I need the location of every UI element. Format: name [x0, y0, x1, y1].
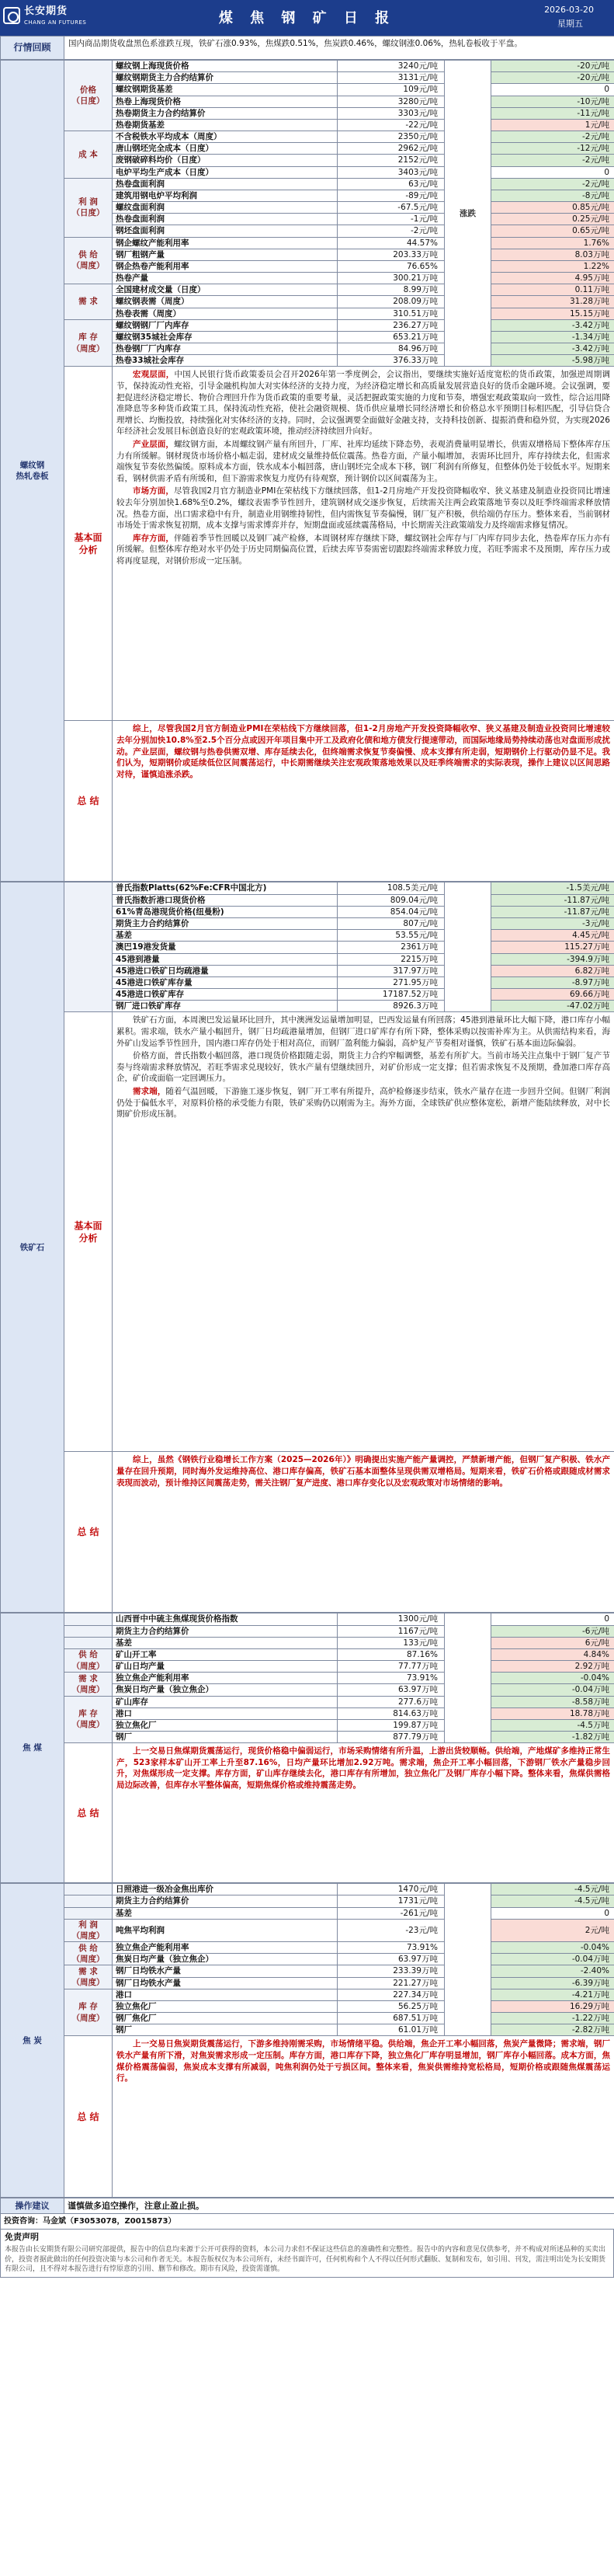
fundamentals-paragraph [116, 1015, 610, 1049]
indicator-change: 0 [491, 166, 614, 178]
report-date: 2026-03-20 [544, 5, 594, 15]
coke-table [0, 1883, 614, 2198]
indicator-name: 热卷盘面利润 [113, 178, 338, 190]
review-table [0, 36, 614, 60]
indicator-change: 6.82万吨 [491, 965, 614, 976]
indicator-change: 115.27万吨 [491, 942, 614, 953]
paragraph-body: 中国人民银行货币政策委员会召开2026年第一季度例会，会议指出，要继续实施好适度宽松的货币政策，加强逆周期调节，保持流动性充裕，引导金融机构加大对实体经济的支持力度，为经济稳定增长和高质量发展营造良好的货币金融环境。会议强调，要把促进经济稳定增长、物价合理回升作为货币政策的重要考量，灵活把握政策实施的力度和节奏，增强宏观政策取向一致性，综合运用降准降息等多种货币政策工具，保持流动性充裕，使社会融资规模、货币供应量增长同经济增长和价格总水平预期目标相匹配，引导信贷合理增长、均衡投放，持续强化对实体经济的支持。同时，会议强调要全面做好金融支持，支持科技创新、提振消费和稳外贸，为实现2026年经济社会发展目标创造良好的宏观政策环境，推动经济持续回升向好。 [116, 370, 610, 437]
indicator-value: 809.04元/吨 [338, 894, 445, 906]
indicator-value: 3403元/吨 [338, 166, 445, 178]
indicator-change: 0.85元/吨 [491, 202, 614, 214]
indicator-name: 废钢破碎料均价（日度） [113, 155, 338, 166]
indicator-value: 236.27万吨 [338, 319, 445, 331]
coking-category: 需 求 （周度） [64, 1673, 113, 1696]
indicator-name: 基差 [113, 1907, 338, 1919]
paragraph-body: 随着气温回暖，下游施工逐步恢复，钢厂开工率有所提升，高炉检修逐步结束，铁水产量存在进一步回升空间。但钢厂利润仍处于偏低水平，对原料价格的承受能力有限，铁矿采购仍以刚需为主。海外方面，全球铁矿供应整体宽松，新增产能陆续释放，对中长期矿价形成压制。 [116, 1086, 610, 1119]
paragraph-lead: 库存方面， [133, 533, 175, 543]
footer-table [0, 2198, 614, 2230]
indicator-name: 螺纹钢表需（周度） [113, 296, 338, 308]
coke-row [1, 1989, 614, 2000]
indicator-value: -23元/吨 [338, 1919, 445, 1941]
indicator-value: 87.16% [338, 1648, 445, 1660]
iron-row [1, 882, 614, 894]
indicator-value: 376.33万吨 [338, 355, 445, 367]
indicator-name: 矿山库存 [113, 1696, 338, 1707]
indicator-value: 1470元/吨 [338, 1884, 445, 1895]
indicator-name: 热卷期货基差 [113, 119, 338, 131]
coking-row [1, 1637, 614, 1648]
indicator-name: 吨焦平均利润 [113, 1919, 338, 1941]
indicator-name: 钢厂 [113, 2024, 338, 2036]
report-body [0, 36, 614, 2230]
review-label: 行情回顾 [1, 37, 64, 60]
indicator-value: 56.25万吨 [338, 2000, 445, 2012]
indicator-change: -1.82万吨 [491, 1732, 614, 1743]
indicator-value: 44.57% [338, 237, 445, 249]
rebar-category: 成 本 [64, 131, 113, 179]
indicator-value: 814.63万吨 [338, 1707, 445, 1719]
indicator-name: 澳巴19港发货量 [113, 942, 338, 953]
advice-text: 谨慎做多追空操作，注意止盈止损。 [64, 2198, 614, 2214]
indicator-change: 6元/吨 [491, 1637, 614, 1648]
indicator-change: -20元/吨 [491, 61, 614, 72]
indicator-value: 2215万吨 [338, 953, 445, 965]
indicator-name: 45港到港量 [113, 953, 338, 965]
indicator-value: 2962元/吨 [338, 143, 445, 155]
indicator-change: 4.84% [491, 1648, 614, 1660]
paragraph-lead: 市场方面， [133, 486, 175, 496]
coking-category: 供 给 （周度） [64, 1648, 113, 1672]
indicator-value: 3131元/吨 [338, 72, 445, 84]
indicator-value: 1167元/吨 [338, 1625, 445, 1637]
indicator-name: 电炉平均生产成本（日度） [113, 166, 338, 178]
coking-category: 库 存 （周度） [64, 1696, 113, 1743]
coking-table [0, 1613, 614, 1883]
logo-cn: 长安期货 [24, 5, 68, 17]
indicator-change: -1.5美元/吨 [491, 882, 614, 894]
indicator-name: 61%青岛港现货价格(纽曼粉) [113, 906, 338, 917]
fundamentals-paragraph [116, 533, 610, 567]
analyst-text: 投资咨询：马金斌（F3053078，Z0015873） [1, 2214, 614, 2230]
coke-row [1, 1884, 614, 1895]
indicator-value: 63元/吨 [338, 178, 445, 190]
indicator-value: 271.95万吨 [338, 976, 445, 988]
coke-category: 库 存 （周度） [64, 1989, 113, 2036]
indicator-value: 53.55元/吨 [338, 930, 445, 942]
rebar-category: 供 给 （周度） [64, 237, 113, 284]
indicator-name: 热卷上海现货价格 [113, 96, 338, 107]
summary-text: 上一交易日焦煤期货震荡运行，现货价格稳中偏弱运行，市场采购情绪有所升温，上游出货较顺畅。供给端，产地煤矿多维持正常生产，523家样本矿山开工率上升至87.16%，日均产量环比增加2.92万吨。需求端，焦企开工率小幅回落，下游钢厂铁水产量稳步回升，对焦煤形成一定支撑。库存方面，矿山库存继续去化，港口库存有所增加，独立焦化厂及钢厂库存小幅下降。整体来看，焦煤供需格局边际改善，但库存水平整体偏高，短期焦煤价格或维持震荡走势。 [113, 1743, 614, 1883]
rebar-fundamentals-row [1, 367, 614, 721]
coke-category: 利 润 （周度） [64, 1919, 113, 1941]
indicator-name: 热卷期货主力合约结算价 [113, 107, 338, 119]
indicator-change: -5.98万吨 [491, 355, 614, 367]
indicator-name: 基差 [113, 1637, 338, 1648]
coke-summary-row [1, 2036, 614, 2198]
indicator-name: 热卷钢厂厂内库存 [113, 343, 338, 355]
rebar-category: 库 存 （周度） [64, 319, 113, 367]
indicator-value: 854.04元/吨 [338, 906, 445, 917]
indicator-name: 普氏指数Platts(62%Fe:CFR中国北方) [113, 882, 338, 894]
fundamentals-paragraph [116, 439, 610, 484]
indicator-change: 18.78万吨 [491, 1707, 614, 1719]
indicator-name: 螺纹钢期货基差 [113, 84, 338, 96]
indicator-value: 227.34万吨 [338, 1989, 445, 2000]
indicator-name: 45港进口铁矿库存 [113, 989, 338, 1001]
review-text: 国内商品期货收盘黑色系涨跌互现，铁矿石涨0.93%，焦煤跌0.51%，焦炭跌0.46%，螺纹钢涨0.06%，热轧卷板收于平盘。 [64, 37, 614, 60]
indicator-value: 73.91% [338, 1673, 445, 1684]
indicator-name: 普氏指数折港口现货价格 [113, 894, 338, 906]
disclaimer [0, 2230, 614, 2277]
indicator-value: 84.96万吨 [338, 343, 445, 355]
indicator-change: 0.25元/吨 [491, 214, 614, 225]
indicator-name: 螺纹钢钢厂厂内库存 [113, 319, 338, 331]
fundamentals-label: 基本面 分析 [64, 1012, 113, 1452]
indicator-value: 1300元/吨 [338, 1613, 445, 1625]
indicator-change: -8.97万吨 [491, 976, 614, 988]
indicator-value: -261元/吨 [338, 1907, 445, 1919]
paragraph-lead: 宏观层面， [133, 370, 175, 380]
indicator-value: 203.33万吨 [338, 249, 445, 260]
indicator-name: 独立焦化厂 [113, 1719, 338, 1731]
indicator-value: 317.97万吨 [338, 965, 445, 976]
indicator-change: 0.11万吨 [491, 284, 614, 296]
rebar-row [1, 178, 614, 190]
indicator-name: 不含税铁水平均成本（周度） [113, 131, 338, 143]
indicator-value: 807元/吨 [338, 917, 445, 929]
indicator-change: 8.03万吨 [491, 249, 614, 260]
indicator-value: -2元/吨 [338, 225, 445, 237]
coke-row [1, 1895, 614, 1907]
indicator-name: 建筑用钢电炉平均利润 [113, 190, 338, 201]
indicator-change: 31.28万吨 [491, 296, 614, 308]
coking-section-label: 焦 煤 [1, 1613, 64, 1883]
indicator-value: -22元/吨 [338, 119, 445, 131]
indicator-change: -2元/吨 [491, 131, 614, 143]
indicator-value: 3280元/吨 [338, 96, 445, 107]
rebar-category: 需 求 [64, 284, 113, 320]
iron-fundamentals-row [1, 1012, 614, 1452]
paragraph-body: 伴随着季节性回暖以及钢厂减产检修，本周钢材库存继续下降，螺纹钢社会库存与厂内库存同步去化，热卷库存压力亦有所缓解。但整体库存绝对水平仍处于历史同期偏高位置，后续去库节奏需密切跟踪终端需求释放力度，若旺季需求不及预期，库存压力或将再度显现，对钢价形成一定压制。 [116, 533, 611, 566]
indicator-name: 期货主力合约结算价 [113, 1895, 338, 1907]
advice-label: 操作建议 [1, 2198, 64, 2214]
logo-en: CHANG AN FUTURES [24, 19, 87, 26]
fundamentals-text [113, 1012, 614, 1452]
indicator-value: 63.97万吨 [338, 1684, 445, 1696]
indicator-value: 133元/吨 [338, 1637, 445, 1648]
indicator-name: 唐山钢坯完全成本（日度） [113, 143, 338, 155]
indicator-value: 61.01万吨 [338, 2024, 445, 2036]
indicator-value: 63.97万吨 [338, 1954, 445, 1965]
indicator-name: 港口 [113, 1989, 338, 2000]
coke-row [1, 1942, 614, 1954]
coke-category: 供 给 （周度） [64, 1942, 113, 1965]
indicator-name: 焦炭日均产量（独立焦企） [113, 1954, 338, 1965]
paragraph-lead: 需求端， [133, 1086, 166, 1096]
indicator-name: 独立焦企产能利用率 [113, 1673, 338, 1684]
summary-text: 综上，尽管我国2月官方制造业PMI在荣枯线下方继续回落，但1-2月房地产开发投资降幅收窄、狭义基建及制造业投资同比增速较去年分别加快10.8%至2.5个百分点或因开年项目集中开工及政府化债和地方债发行提速带动，而国际地缘局势持续动荡也对盘面形成扰动。产业层面，螺纹钢与热卷供需双增、库存延续去化，但终端需求恢复节奏偏慢、成本支撑有所走弱，短期钢价上行驱动仍显不足。我们认为，短期钢价或延续低位区间震荡运行，中长期需继续关注宏观政策落地效果以及旺季终端需求的实际表现，操作上建议以区间思路对待，谨慎追涨杀跌。 [113, 721, 614, 882]
indicator-change: -0.04% [491, 1942, 614, 1954]
indicator-change: -2.40% [491, 1965, 614, 1977]
indicator-change: -0.04万吨 [491, 1684, 614, 1696]
indicator-name: 全国建材成交量（日度） [113, 284, 338, 296]
indicator-change: -3.42万吨 [491, 319, 614, 331]
paragraph-body: 铁矿石方面，本周澳巴发运量环比回升，其中澳洲发运量增加明显，巴西发运量有所回落；45港到港量环比大幅下降，港口库存小幅累积。需求端，铁水产量小幅回升，钢厂日均疏港量增加，但钢厂进口矿库存有所下降，整体采购以按需补库为主。从供需结构来看，海外矿山发运季节性回升，国内港口库存仍处于相对高位，而钢厂盈利能力偏弱，高炉复产节奏相对谨慎，铁矿石基本面边际偏弱。 [116, 1015, 610, 1048]
indicator-name: 独立焦企产能利用率 [113, 1942, 338, 1954]
report-header [0, 0, 614, 36]
summary-label: 总 结 [64, 1452, 113, 1613]
coking-row [1, 1625, 614, 1637]
indicator-name: 钢厂粗钢产量 [113, 249, 338, 260]
coke-category [64, 1907, 113, 1919]
indicator-value: 3303元/吨 [338, 107, 445, 119]
indicator-change: -20元/吨 [491, 72, 614, 84]
indicator-name: 日照港进一级冶金焦出库价 [113, 1884, 338, 1895]
indicator-name: 螺纹钢上海现货价格 [113, 61, 338, 72]
indicator-change: -0.04% [491, 1673, 614, 1684]
iron-section-label: 铁矿石 [1, 882, 64, 1613]
indicator-name: 矿山开工率 [113, 1648, 338, 1660]
summary-label: 总 结 [64, 721, 113, 882]
indicator-name: 螺纹钢35城社会库存 [113, 331, 338, 343]
indicator-change: -0.04万吨 [491, 1954, 614, 1965]
indicator-change: -6.39万吨 [491, 1977, 614, 1989]
indicator-value: 653.21万吨 [338, 331, 445, 343]
indicator-value: 109元/吨 [338, 84, 445, 96]
disclaimer-text: 本报告由长安期货有限公司研究部提供，报告中的信息均来源于公开可获得的资料，本公司力求但不保证这些信息的准确性和完整性。报告中的内容和意见仅供参考，并不构成对所述品种的买卖出价，投资者据此做出的任何投资决策与本公司和作者无关。本报告版权仅为本公司所有，未经书面许可，任何机构和个人不得以任何形式翻版、复制和发布，如引用、刊发，需注明出处为长安期货有限公司，且不得对本报告进行有悖原意的引用、删节和修改。期市有风险，投资需谨慎。 [5, 2246, 606, 2274]
indicator-value: 233.39万吨 [338, 1965, 445, 1977]
indicator-change: 1.76% [491, 237, 614, 249]
coke-row [1, 1919, 614, 1941]
indicator-value: 108.5美元/吨 [338, 882, 445, 894]
coking-row [1, 1613, 614, 1625]
indicator-name: 45港进口铁矿库存量 [113, 976, 338, 988]
fundamentals-paragraph [116, 369, 610, 437]
indicator-change: 1元/吨 [491, 119, 614, 131]
indicator-name: 钢厂焦化厂 [113, 2013, 338, 2024]
indicator-name: 螺纹盘面利润 [113, 202, 338, 214]
indicator-change: -2.82万吨 [491, 2024, 614, 2036]
indicator-name: 焦炭日均产量（独立焦企） [113, 1684, 338, 1696]
fundamentals-text [113, 367, 614, 721]
indicator-name: 钢厂进口铁矿库存 [113, 1001, 338, 1012]
indicator-change: -11.87元/吨 [491, 906, 614, 917]
coke-category [64, 1884, 113, 1895]
indicator-name: 热卷产量 [113, 273, 338, 284]
indicator-change: 16.29万吨 [491, 2000, 614, 2012]
indicator-name: 钢坯盘面利润 [113, 225, 338, 237]
indicator-name: 螺纹钢期货主力合约结算价 [113, 72, 338, 84]
coking-category [64, 1637, 113, 1648]
indicator-change: -10元/吨 [491, 96, 614, 107]
indicator-value: 1731元/吨 [338, 1895, 445, 1907]
indicator-value: 76.65% [338, 260, 445, 272]
indicator-name: 45港进口铁矿日均疏港量 [113, 965, 338, 976]
indicator-change: -3元/吨 [491, 917, 614, 929]
indicator-value: 2152元/吨 [338, 155, 445, 166]
indicator-change: -11元/吨 [491, 107, 614, 119]
summary-text: 综上，虽然《钢铁行业稳增长工作方案（2025—2026年）》明确提出实施产能产量调控，严禁新增产能，但钢厂复产积极、铁水产量存在回升预期，同时海外发运维持高位、港口库存偏高，铁矿石基本面整体呈现供需双增格局。短期来看，铁矿石价格或跟随成材需求表现而波动，预计维持区间震荡走势，需关注钢厂复产进度、港口库存变化以及宏观政策对市场情绪的影响。 [113, 1452, 614, 1613]
rebar-table [0, 60, 614, 882]
indicator-change: -4.5万吨 [491, 1719, 614, 1731]
coke-row [1, 1907, 614, 1919]
summary-text: 上一交易日焦炭期货震荡运行，下游多维持刚需采购，市场情绪平稳。供给端，焦企开工率小幅回落，焦炭产量微降；需求端，钢厂铁水产量有所下滑，对焦炭需求形成一定压制。库存方面，港口库存下降，独立焦化厂库存明显增加，钢厂库存小幅回落。成本方面，焦煤价格震荡偏弱，焦炭成本支撑有所减弱，吨焦利润仍处于亏损区间。整体来看，焦炭供需维持宽松格局，短期价格或跟随焦煤震荡运行。 [113, 2036, 614, 2198]
coking-category [64, 1613, 113, 1625]
trend-column [445, 1884, 491, 2036]
indicator-change: 4.45元/吨 [491, 930, 614, 942]
indicator-change: -2元/吨 [491, 178, 614, 190]
indicator-value: 221.27万吨 [338, 1977, 445, 1989]
fundamentals-paragraph [116, 1050, 610, 1084]
coking-row [1, 1648, 614, 1660]
summary-label: 总 结 [64, 2036, 113, 2198]
iron-table [0, 882, 614, 1613]
paragraph-body: 螺纹钢方面，本周螺纹钢产量有所回升，厂库、社库均延续下降态势，表观消费量明显增长，供需双增格局下整体库存压力有所缓解。钢材现货市场价格小幅走弱，建材成交量维持低位震荡。热卷方面，产量小幅增加，表需环比回升，库存持续去化，但需求端恢复节奏依然偏缓。原料成本方面，铁水成本小幅回落，唐山钢坯完全成本下移，钢厂利润有所修复，但整体仍处于较低水平。短期来看，钢材供需矛盾有所缓和，但下游需求恢复力度仍有待观察，预计钢价以区间震荡为主。 [116, 440, 611, 483]
indicator-name: 热卷盘面利润 [113, 214, 338, 225]
report-weekday: 星期五 [557, 19, 583, 29]
indicator-change: 0 [491, 1613, 614, 1625]
indicator-value: -1元/吨 [338, 214, 445, 225]
indicator-change: 0 [491, 1907, 614, 1919]
indicator-change: -6元/吨 [491, 1625, 614, 1637]
coke-category [64, 1895, 113, 1907]
rebar-category: 利 润 （日度） [64, 178, 113, 237]
fundamentals-paragraph [116, 486, 610, 531]
indicator-name: 钢厂日均铁水产量 [113, 1965, 338, 1977]
indicator-name: 钢厂 [113, 1732, 338, 1743]
rebar-summary-row [1, 721, 614, 882]
rebar-section-label: 螺纹钢 热轧卷板 [1, 61, 64, 882]
indicator-change: 4.95万吨 [491, 273, 614, 284]
indicator-value: 8926.3万吨 [338, 1001, 445, 1012]
iron-summary-row [1, 1452, 614, 1613]
paragraph-body: 价格方面，普氏指数小幅回落，港口现货价格跟随走弱，期货主力合约窄幅调整，基差有所扩大。当前市场关注点集中于钢厂复产节奏与终端需求释放情况，若旺季需求兑现较好，铁水产量有望继续回升，对矿价形成一定支撑；但若需求恢复不及预期，叠加港口库存高企，矿价或面临一定回调压力。 [116, 1051, 610, 1084]
rebar-row [1, 284, 614, 296]
indicator-change: -12元/吨 [491, 143, 614, 155]
indicator-name: 期货主力合约结算价 [113, 1625, 338, 1637]
trend-column [445, 882, 491, 1012]
disclaimer-title: 免责声明 [5, 2232, 39, 2243]
indicator-value: 73.91% [338, 1942, 445, 1954]
indicator-change: -8元/吨 [491, 190, 614, 201]
indicator-value: 199.87万吨 [338, 1719, 445, 1731]
coking-summary-row [1, 1743, 614, 1883]
indicator-change: -1.34万吨 [491, 331, 614, 343]
indicator-value: 300.21万吨 [338, 273, 445, 284]
indicator-change: -8.58万吨 [491, 1696, 614, 1707]
indicator-change: -11.87元/吨 [491, 894, 614, 906]
indicator-name: 钢厂日均铁水产量 [113, 1977, 338, 1989]
summary-label: 总 结 [64, 1743, 113, 1883]
indicator-change: 0.65元/吨 [491, 225, 614, 237]
paragraph-lead: 产业层面， [133, 440, 175, 450]
indicator-name: 钢企热卷产能利用率 [113, 260, 338, 272]
indicator-value: 877.79万吨 [338, 1732, 445, 1743]
indicator-change: 2.92万吨 [491, 1661, 614, 1673]
indicator-change: 69.66万吨 [491, 989, 614, 1001]
report-title: 煤 焦 钢 矿 日 报 [218, 10, 396, 26]
rebar-category: 价格 （日度） [64, 61, 113, 131]
coke-row [1, 1965, 614, 1977]
indicator-change: -4.21万吨 [491, 1989, 614, 2000]
coke-section-label: 焦 炭 [1, 1884, 64, 2198]
indicator-change: 0 [491, 84, 614, 96]
coking-row [1, 1696, 614, 1707]
rebar-row [1, 61, 614, 72]
indicator-name: 基差 [113, 930, 338, 942]
indicator-change: -4.5元/吨 [491, 1884, 614, 1895]
indicator-change: -1.22万吨 [491, 2013, 614, 2024]
indicator-value: 8.99万吨 [338, 284, 445, 296]
indicator-name: 热卷表需（周度） [113, 308, 338, 319]
fundamentals-paragraph [116, 1086, 610, 1120]
indicator-change: -394.9万吨 [491, 953, 614, 965]
indicator-name: 期货主力合约结算价 [113, 917, 338, 929]
coke-category: 需 求 （周度） [64, 1965, 113, 1989]
indicator-value: 17187.52万吨 [338, 989, 445, 1001]
indicator-value: 2350元/吨 [338, 131, 445, 143]
indicator-name: 独立焦化厂 [113, 2000, 338, 2012]
coking-row [1, 1673, 614, 1684]
indicator-value: 277.6万吨 [338, 1696, 445, 1707]
indicator-change: 1.22% [491, 260, 614, 272]
indicator-value: 310.51万吨 [338, 308, 445, 319]
trend-column [445, 1613, 491, 1743]
coking-category [64, 1625, 113, 1637]
indicator-value: 208.09万吨 [338, 296, 445, 308]
indicator-value: -89元/吨 [338, 190, 445, 201]
iron-category [64, 882, 113, 1012]
indicator-change: 2元/吨 [491, 1919, 614, 1941]
indicator-change: -4.5元/吨 [491, 1895, 614, 1907]
indicator-name: 港口 [113, 1707, 338, 1719]
rebar-row [1, 237, 614, 249]
indicator-value: 3240元/吨 [338, 61, 445, 72]
indicator-change: 15.15万吨 [491, 308, 614, 319]
indicator-name: 钢企螺纹产能利用率 [113, 237, 338, 249]
trend-column: 涨跌 [445, 61, 491, 367]
indicator-change: -3.42万吨 [491, 343, 614, 355]
rebar-row [1, 131, 614, 143]
fundamentals-label: 基本面 分析 [64, 367, 113, 721]
indicator-name: 矿山日均产量 [113, 1661, 338, 1673]
indicator-name: 热卷33城社会库存 [113, 355, 338, 367]
rebar-row [1, 319, 614, 331]
indicator-value: 687.51万吨 [338, 2013, 445, 2024]
paragraph-body: 尽管我国2月官方制造业PMI在荣枯线下方继续回落，但1-2月房地产开发投资降幅收窄、狭义基建及制造业投资同比增速较去年分别加快1.68%至0.2%，螺纹表需季节性回升，建筑钢材成交逐步恢复，后续需关注两会政策落地节奏以及旺季终端需求释放情况。热卷方面，出口需求稳中有升，制造业用钢维持韧性，但内需恢复节奏偏慢，钢厂复产积极，供给端仍存压力。整体来看，当前钢材市场处于需求恢复初期，成本支撑与需求博弈并存，短期盘面或延续震荡格局，中长期需关注政策端发力及终端需求修复情况。 [116, 486, 610, 531]
indicator-change: -47.02万吨 [491, 1001, 614, 1012]
indicator-change: -2元/吨 [491, 155, 614, 166]
indicator-value: 77.77万吨 [338, 1661, 445, 1673]
indicator-value: 2361万吨 [338, 942, 445, 953]
indicator-value: -67.5元/吨 [338, 202, 445, 214]
indicator-name: 山西晋中中硫主焦煤现货价格指数 [113, 1613, 338, 1625]
